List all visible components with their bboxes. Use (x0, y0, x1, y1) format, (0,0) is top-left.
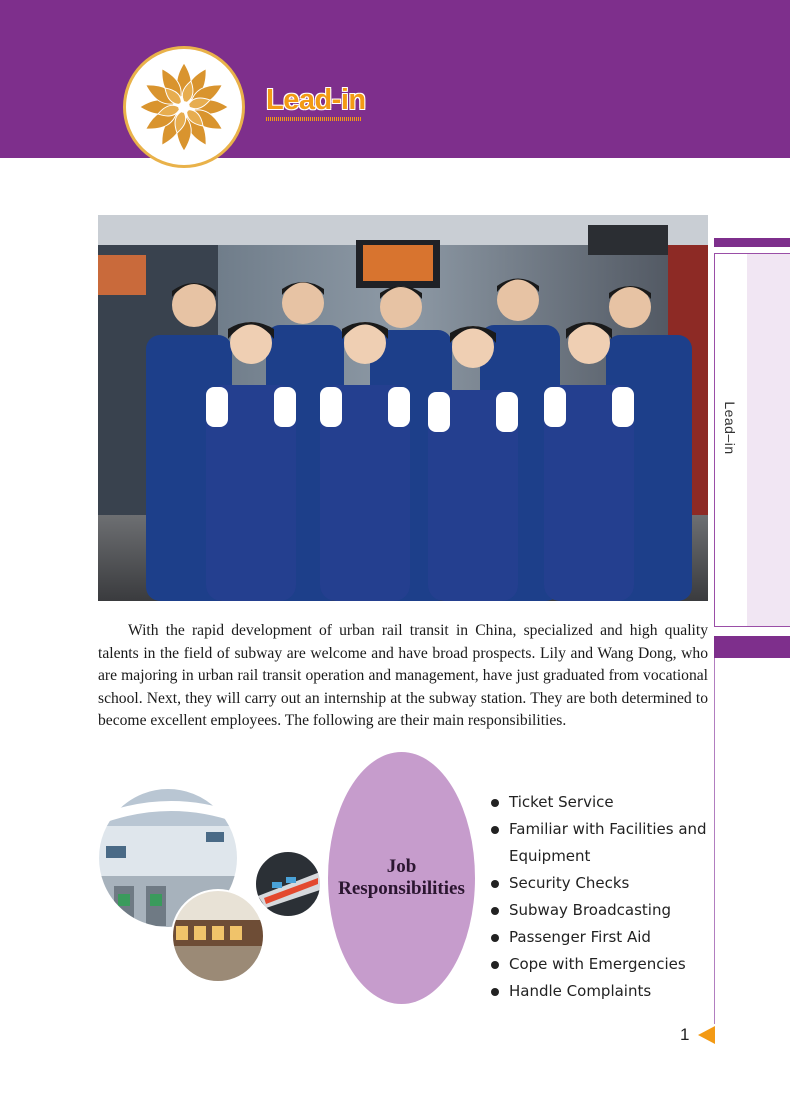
job-title-line2: Responsibilities (338, 878, 465, 899)
job-responsibilities-badge (328, 752, 475, 1004)
page-number: 1 (680, 1025, 690, 1044)
side-tab-top-bar (714, 238, 790, 247)
subway-photo-collage (96, 786, 326, 986)
lotus-logo-icon (123, 46, 245, 168)
header-banner (0, 0, 790, 158)
list-item: Familiar with Facilities and Equipment (490, 816, 712, 870)
page-arrow-icon (698, 1026, 715, 1044)
job-title-line1: Job (386, 856, 417, 877)
list-item: Subway Broadcasting (490, 897, 712, 924)
list-item: Security Checks (490, 870, 712, 897)
staff-group-photo (98, 215, 708, 601)
list-item: Ticket Service (490, 789, 712, 816)
intro-paragraph: With the rapid development of urban rail transit in China, specialized and high quality talents in the field of subway are welcome and have broad prospects. Lily and Wang Dong, who are majoring in urban rail transit operation and management, have just graduated from vocational school. Next, they will carry out an internship at the subway station. They are both determined to become excellent employees. The following are their main responsibilities. (98, 622, 708, 730)
margin-line (714, 658, 715, 1024)
page-title: Lead-in (266, 84, 366, 116)
list-item: Passenger First Aid (490, 924, 712, 951)
side-tab-shade (747, 254, 790, 626)
side-tab-label: Lead–in (722, 401, 738, 455)
side-tab-bottom-bar (714, 636, 790, 658)
title-underline (266, 117, 361, 121)
list-item: Handle Complaints (490, 978, 712, 1005)
responsibility-list (490, 789, 712, 1005)
list-item: Cope with Emergencies (490, 951, 712, 978)
